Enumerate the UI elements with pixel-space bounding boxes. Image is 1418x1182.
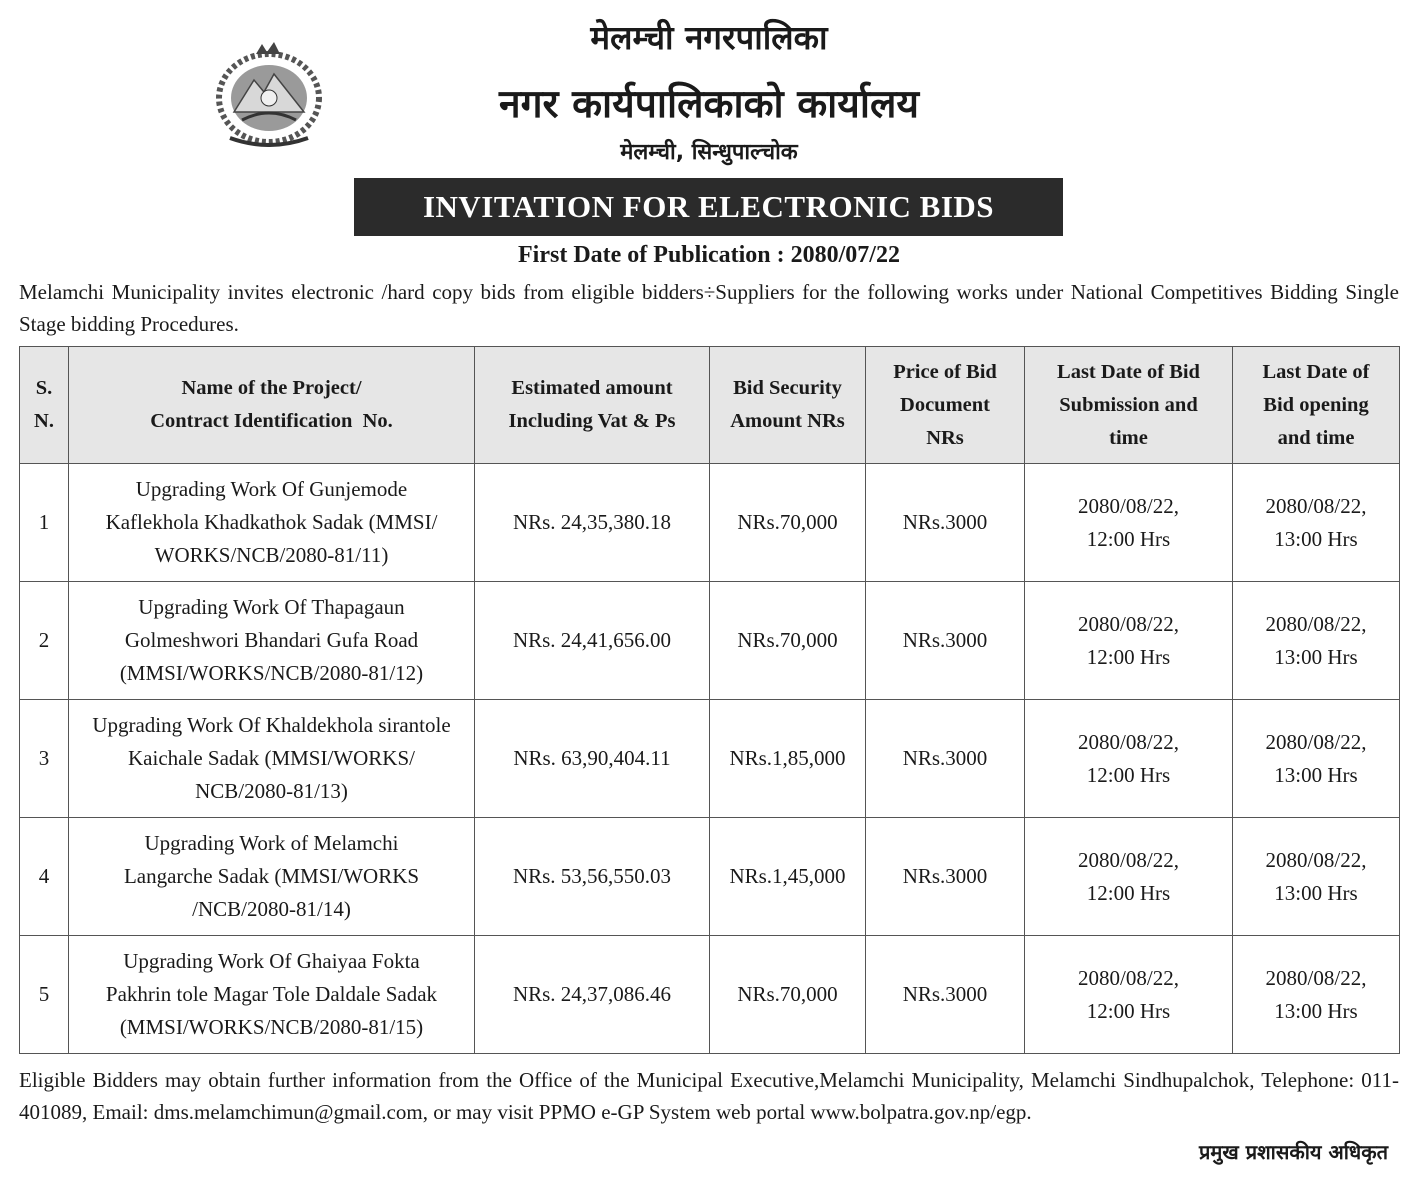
- table-row: [20, 700, 1400, 818]
- intro-paragraph: Melamchi Municipality invites electronic /hard copy bids from eligible bidders÷Suppliers for the following works under National Competitives Bidding Single Stage bidding Procedures.: [19, 280, 1399, 336]
- cell-project-name: Upgrading Work Of Gunjemode Kaflekhola Khadkathok Sadak (MMSI/ WORKS/NCB/2080-81/11): [69, 464, 475, 582]
- cell-price: NRs.3000: [866, 464, 1025, 582]
- notice-title-banner: INVITATION FOR ELECTRONIC BIDS: [354, 178, 1063, 236]
- cell-security: NRs.70,000: [710, 582, 866, 700]
- cell-estimate: NRs. 53,56,550.03: [475, 818, 710, 936]
- office-name: नगर कार्यपालिकाको कार्यालय: [498, 82, 920, 127]
- cell-estimate: NRs. 24,35,380.18: [475, 464, 710, 582]
- header-sn: S. N.: [20, 347, 69, 464]
- cell-opening: 2080/08/22, 13:00 Hrs: [1233, 818, 1400, 936]
- cell-sn: 4: [20, 818, 69, 936]
- header-estimated-amount: Estimated amount Including Vat & Ps: [475, 347, 710, 464]
- cell-project-name: Upgrading Work Of Khaldekhola sirantole Kaichale Sadak (MMSI/WORKS/ NCB/2080-81/13): [69, 700, 475, 818]
- cell-sn: 5: [20, 936, 69, 1054]
- cell-submission: 2080/08/22, 12:00 Hrs: [1025, 700, 1233, 818]
- bids-table: [19, 346, 1400, 1054]
- table-row: [20, 582, 1400, 700]
- cell-estimate: NRs. 63,90,404.11: [475, 700, 710, 818]
- cell-project-name: Upgrading Work of Melamchi Langarche Sadak (MMSI/WORKS /NCB/2080-81/14): [69, 818, 475, 936]
- cell-security: NRs.70,000: [710, 464, 866, 582]
- cell-opening: 2080/08/22, 13:00 Hrs: [1233, 936, 1400, 1054]
- cell-submission: 2080/08/22, 12:00 Hrs: [1025, 582, 1233, 700]
- cell-project-name: Upgrading Work Of Ghaiyaa Fokta Pakhrin tole Magar Tole Daldale Sadak (MMSI/WORKS/NCB/2080-81/15): [69, 936, 475, 1054]
- cell-price: NRs.3000: [866, 582, 1025, 700]
- cell-opening: 2080/08/22, 13:00 Hrs: [1233, 700, 1400, 818]
- table-row: [20, 936, 1400, 1054]
- cell-security: NRs.1,45,000: [710, 818, 866, 936]
- contact-information: Eligible Bidders may obtain further information from the Office of the Municipal Executive,Melamchi Municipality, Melamchi Sindhupalchok, Telephone: 011- 401089, Email: dms.melamchimun@gmail.com, or may visit PPMO e-GP System web portal www.bolpatra.gov.np/egp.: [19, 1068, 1399, 1124]
- cell-security: NRs.70,000: [710, 936, 866, 1054]
- signatory-title: प्रमुख प्रशासकीय अधिकृत: [1199, 1140, 1388, 1164]
- municipality-name: मेलम्ची नगरपालिका: [590, 18, 828, 57]
- cell-security: NRs.1,85,000: [710, 700, 866, 818]
- cell-estimate: NRs. 24,37,086.46: [475, 936, 710, 1054]
- cell-price: NRs.3000: [866, 700, 1025, 818]
- cell-sn: 3: [20, 700, 69, 818]
- cell-estimate: NRs. 24,41,656.00: [475, 582, 710, 700]
- cell-submission: 2080/08/22, 12:00 Hrs: [1025, 818, 1233, 936]
- cell-sn: 1: [20, 464, 69, 582]
- table-row: [20, 818, 1400, 936]
- header-document-price: Price of Bid Document NRs: [866, 347, 1025, 464]
- cell-sn: 2: [20, 582, 69, 700]
- header-submission-date: Last Date of Bid Submission and time: [1025, 347, 1233, 464]
- cell-submission: 2080/08/22, 12:00 Hrs: [1025, 936, 1233, 1054]
- cell-opening: 2080/08/22, 13:00 Hrs: [1233, 582, 1400, 700]
- cell-price: NRs.3000: [866, 936, 1025, 1054]
- publication-date: First Date of Publication : 2080/07/22: [518, 242, 900, 268]
- table-header-row: [20, 347, 1400, 464]
- cell-opening: 2080/08/22, 13:00 Hrs: [1233, 464, 1400, 582]
- header-bid-security: Bid Security Amount NRs: [710, 347, 866, 464]
- office-location: मेलम्ची, सिन्धुपाल्चोक: [620, 140, 798, 165]
- header-project-name: Name of the Project/ Contract Identification No.: [69, 347, 475, 464]
- table-row: [20, 464, 1400, 582]
- cell-project-name: Upgrading Work Of Thapagaun Golmeshwori Bhandari Gufa Road (MMSI/WORKS/NCB/2080-81/12): [69, 582, 475, 700]
- cell-price: NRs.3000: [866, 818, 1025, 936]
- header-opening-date: Last Date of Bid opening and time: [1233, 347, 1400, 464]
- cell-submission: 2080/08/22, 12:00 Hrs: [1025, 464, 1233, 582]
